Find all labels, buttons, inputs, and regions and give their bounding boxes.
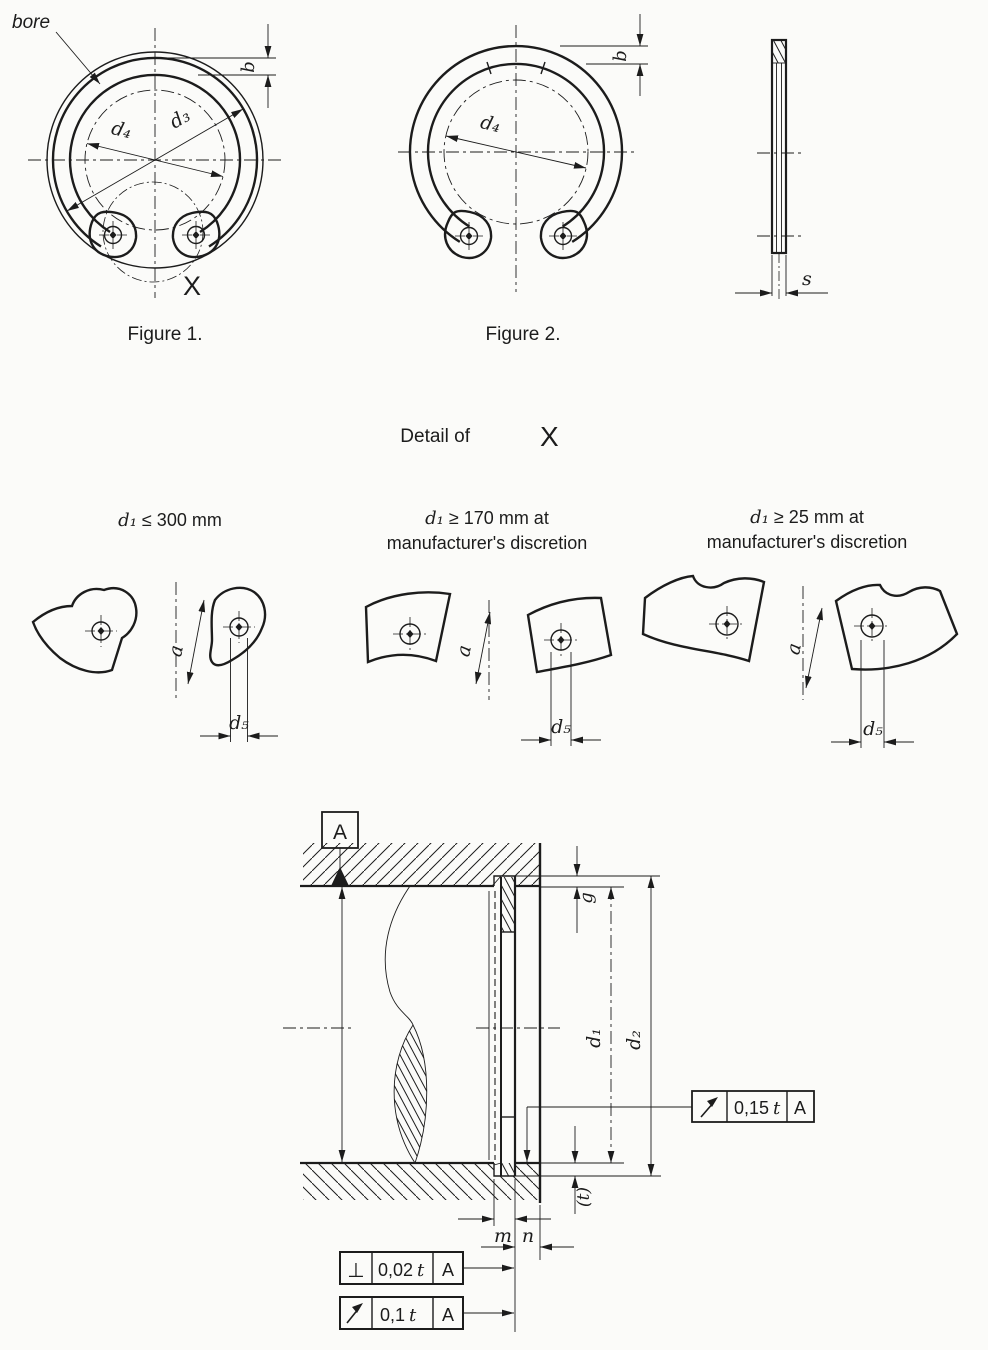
section-view-drawing [283,812,814,1332]
ring-section-hatch-upper [501,877,515,932]
dim-d1-label: d₁ [583,1028,605,1048]
lug-right [173,212,219,257]
figure1-caption: Figure 1. [127,324,203,345]
dim-b-label: b [610,50,631,62]
tolerance-frame-perpendicularity [340,1252,514,1284]
tolerance-value: 0,1 t [380,1305,417,1326]
detail-section [118,421,907,553]
dim-d2 [623,876,651,1176]
circular-runout-icon [701,1097,718,1117]
figure2-caption: Figure 2. [485,324,561,345]
dim-d4-label: d₄ [109,117,134,144]
detail-x-marker: X [183,271,202,301]
detail-variant-2 [366,592,611,746]
dim-t-label: (t) [574,1186,594,1208]
detail-variant-3 [643,576,957,748]
dim-d3-label: d₃ [165,104,195,134]
dim-a-label: a [452,643,476,659]
break-section-lens [394,1025,427,1163]
lug-right-outline [836,585,957,670]
dim-t-ref [574,1126,594,1214]
tolerance-datum: A [793,1098,807,1118]
dim-g [576,846,597,933]
figure2-drawing [398,14,648,345]
dim-a [452,600,490,700]
dim-d4-label: d₄ [478,111,503,138]
tolerance-datum: A [441,1305,455,1325]
dim-d5-label: d₅ [551,716,571,738]
dim-d5 [521,652,601,746]
side-view-drawing [735,40,828,300]
perpendicularity-icon: ⊥ [347,1260,365,1282]
ring-section-hatch-lower [501,1163,515,1176]
lug-left [90,212,136,257]
variant2-condition-line1: d₁ ≥ 170 mm at [425,508,549,529]
dim-d5 [200,638,278,742]
variant3-condition-line2: manufacturer's discretion [706,532,908,552]
tolerance-datum: A [441,1260,455,1280]
detail-title: Detail of [400,426,470,447]
dim-d5 [831,640,914,748]
dim-a [782,586,822,700]
dim-b-fig1 [162,24,276,108]
lug-left-outline [643,576,764,661]
variant1-condition: d₁ ≤ 300 mm [118,510,222,531]
dim-m-label: m [493,1225,513,1247]
figure1-drawing [12,12,285,345]
tolerance-frame-runout-01 [340,1297,514,1329]
tolerance-value: 0,02 t [378,1260,425,1281]
circular-runout-icon [347,1303,363,1323]
lug-left-outline [366,592,450,662]
dim-d2-label: d₂ [623,1030,645,1050]
dim-s-label: s [802,268,812,290]
lug-right [541,211,587,258]
dim-n-label: n [521,1225,535,1247]
detail-variant-1 [33,582,278,742]
dim-b-label: b [238,61,259,73]
variant3-condition-line1: d₁ ≥ 25 mm at [750,507,864,528]
dim-g-label: g [576,892,597,904]
dim-d5-label: d₅ [863,718,883,740]
bore-label: bore [12,12,51,33]
lug-left-outline [33,588,136,672]
dim-d5-label: d₅ [229,712,249,734]
break-line [385,886,413,1025]
dim-a [164,582,204,700]
tolerance-frame-runout-015 [527,1091,814,1162]
detail-title-marker: X [540,421,559,452]
bore-leader [56,32,100,84]
section-hatch [773,41,785,63]
datum-label: A [332,821,348,844]
dim-d1 [583,887,611,1163]
lug-left [445,211,491,258]
ring-edge-outline [772,40,786,253]
dim-a-label: a [164,643,188,659]
tolerance-value: 0,15 t [734,1098,781,1119]
dim-n [481,1179,574,1332]
variant2-condition-line2: manufacturer's discretion [386,533,588,553]
dim-a-label: a [782,641,806,657]
dim-s [735,268,828,293]
